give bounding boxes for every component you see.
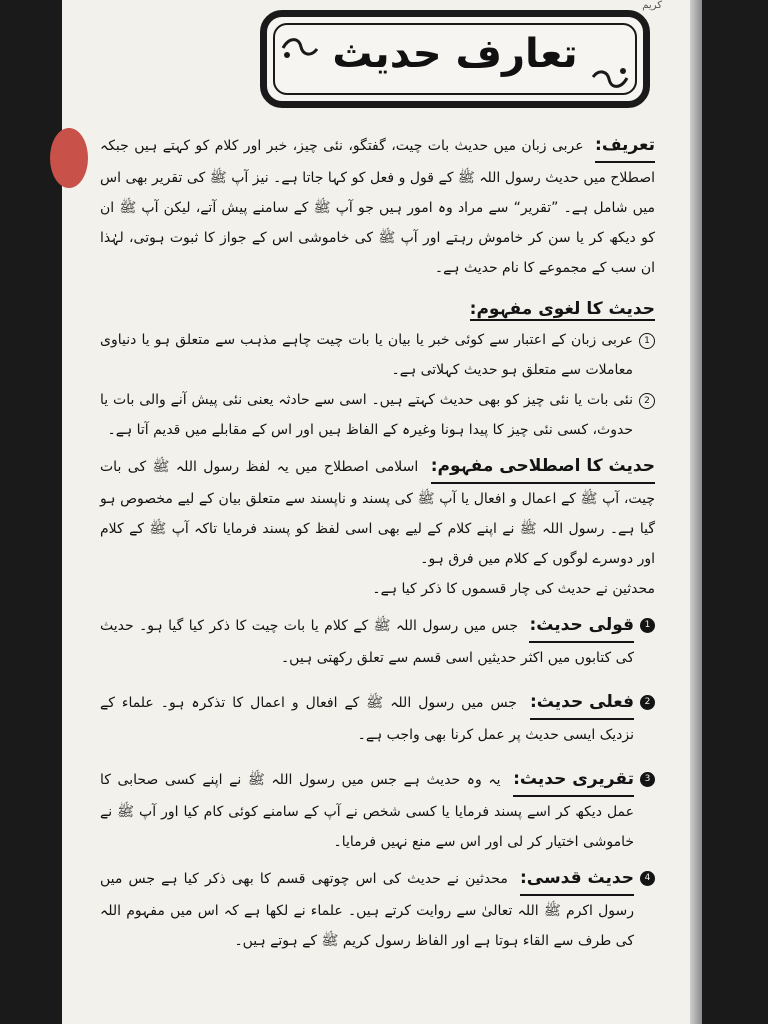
type-text: یہ وہ حدیث ہے جس میں رسول اللہ ﷺ نے اپنے کسی صحابی کا عمل دیکھ کر اسے پسند فرمایا یا کسی شخص نے آپ کے سامنے کوئی کام کیا اور آپ ﷺ نے خاموشی اختیار کر لی اور اس سے منع نہیں فرمایا۔ [100, 772, 634, 850]
item-number: 2 [639, 393, 655, 409]
hadith-type [100, 687, 655, 750]
type-text: محدثین نے حدیث کی اس چوتھی قسم کا بھی ذکر کیا ہے جس میں رسول اکرم ﷺ اللہ تعالیٰ سے روایت کرتے ہیں۔ علماء نے لکھا ہے کہ اس میں مفہوم اللہ کی طرف سے القاء ہوتا ہے اور الفاظ رسول کریم ﷺ کے ہوتے ہیں۔ [100, 871, 634, 949]
item-number: 1 [639, 333, 655, 349]
types-intro: محدثین نے حدیث کی چار قسموں کا ذکر کیا ہے۔ [372, 581, 655, 597]
lexical-item [100, 325, 655, 385]
lexical-item-text: نئی بات یا نئی چیز کو بھی حدیث کہتے ہیں۔ اسی سے حادثہ یعنی نئی پیش آنے والی بات یا حدوث، کسی نئی چیز کا پیدا ہونا وغیرہ کے الفاظ ہیں اور اس کے مقابلے میں قدیم آتا ہے۔ [100, 392, 633, 438]
lexical-item-text: عربی زبان کے اعتبار سے کوئی خبر یا بیان یا بات چیت چاہے مذہب سے متعلق ہو یا دنیاوی معاملات سے متعلق ہو حدیث کہلاتی ہے۔ [100, 332, 633, 378]
type-text: جس میں رسول اللہ ﷺ کے افعال و اعمال کا تذکرہ ہو۔ علماء کے نزدیک ایسی حدیث پر عمل کرنا بھی واجب ہے۔ [100, 695, 634, 743]
type-number: 2 [640, 695, 655, 710]
lexical-item [100, 385, 655, 445]
type-number: 3 [640, 772, 655, 787]
book-spine [690, 0, 702, 1024]
type-heading: تقریری حدیث: [513, 764, 634, 797]
definition-heading: تعریف: [595, 130, 655, 163]
type-heading: فعلی حدیث: [530, 687, 634, 720]
title-banner [260, 10, 650, 108]
page-title: تعارف حدیث [332, 31, 578, 77]
definition-paragraph [100, 130, 655, 283]
type-text: جس میں رسول اللہ ﷺ کے کلام یا بات چیت کا ذکر کیا گیا ہو۔ حدیث کی کتابوں میں اکثر حدیثیں اسی قسم سے تعلق رکھتی ہیں۔ [100, 618, 634, 666]
hadith-type [100, 764, 655, 857]
technical-paragraph [100, 451, 655, 574]
type-number: 1 [640, 618, 655, 633]
type-heading: حدیث قدسی: [520, 863, 634, 896]
lexical-heading: حدیث کا لغوی مفہوم: [469, 299, 655, 319]
definition-text: عربی زبان میں حدیث بات چیت، گفتگو، نئی چیز، خبر اور کلام کو کہتے ہیں جبکہ اصطلاح میں حدیث رسول اللہ ﷺ کے قول و فعل کو کہا جاتا ہے۔ نیز آپ ﷺ کی تقریر بھی اس میں شامل ہے۔ ”تقریر“ سے مراد وہ امور ہیں جو آپ ﷺ کے سامنے پیش آتے، لیکن آپ ﷺ ان کو دیکھ کر یا سن کر خاموش رہتے اور آپ ﷺ کی خاموشی اس کے جواز کا ثبوت ہوتی، لہٰذا ان سب کے مجموعے کا نام حدیث ہے۔ [100, 138, 655, 276]
technical-heading: حدیث کا اصطلاحی مفہوم: [431, 451, 655, 484]
content-body [100, 130, 655, 956]
thumb-edge [50, 128, 88, 188]
hadith-type [100, 610, 655, 673]
type-number: 4 [640, 871, 655, 886]
type-heading: قولی حدیث: [529, 610, 634, 643]
technical-text: اسلامی اصطلاح میں یہ لفظ رسول اللہ ﷺ کی بات چیت، آپ ﷺ کے اعمال و افعال یا آپ ﷺ کی پسند و ناپسند سے متعلق بیان کے لیے مخصوص ہو گیا ہے۔ رسول اللہ ﷺ نے اپنے کلام کے لیے بھی اسی لفظ کو پسند فرمایا تاکہ آپ ﷺ کے کلام اور دوسرے لوگوں کے کلام میں فرق ہو۔ [100, 459, 655, 567]
hadith-type [100, 863, 655, 956]
running-head: كريم [642, 0, 662, 11]
